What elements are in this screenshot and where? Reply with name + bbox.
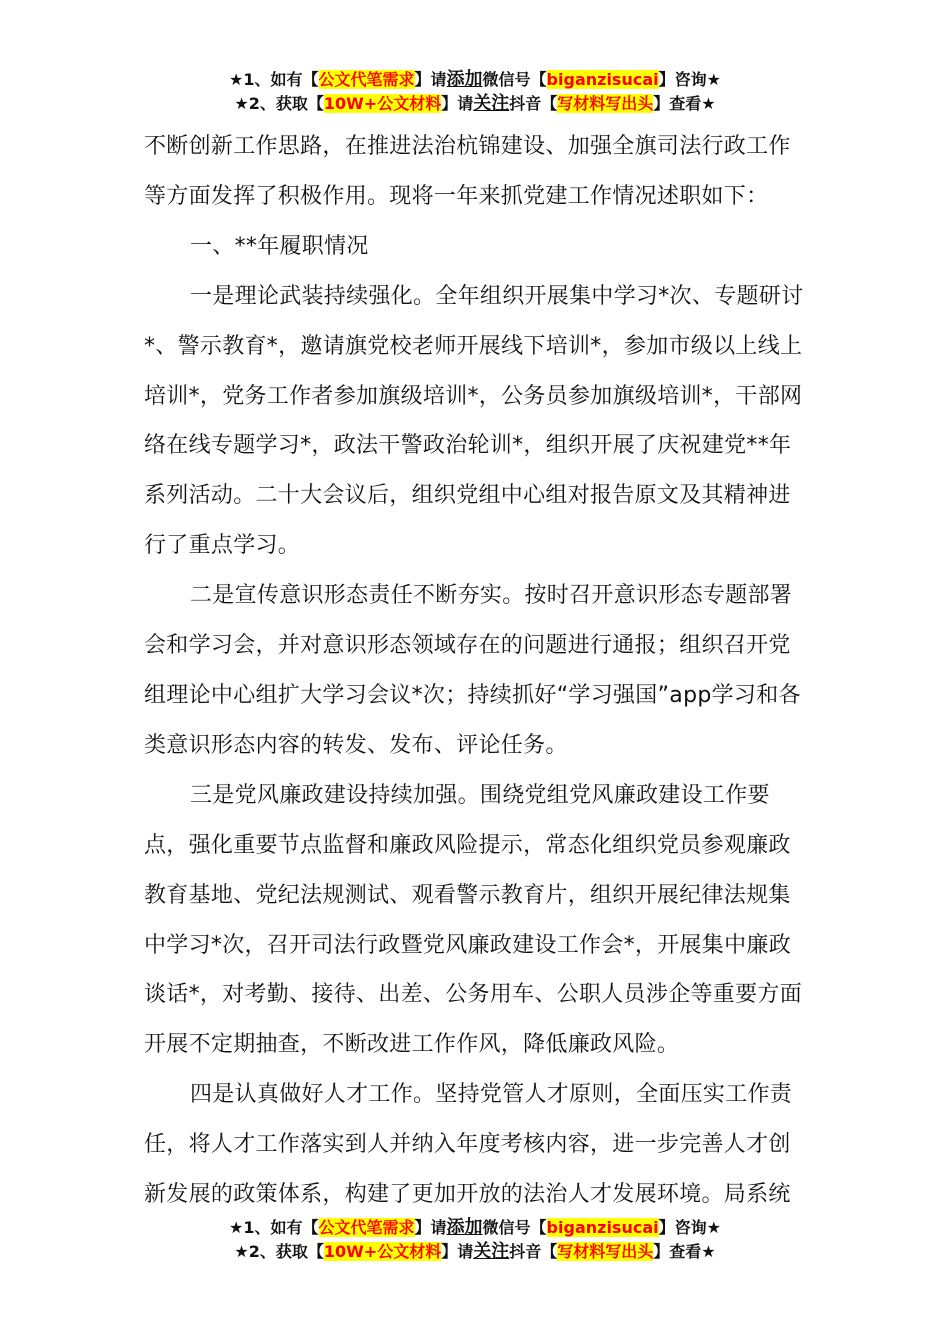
banner-highlight: biganzisucai <box>546 1218 659 1237</box>
paragraph-theory: 一是理论武装持续强化。全年组织开展集中学习*次、专题研讨*、警示教育*，邀请旗党校老师开展线下培训*，参加市级以上线上培训*，党务工作者参加旗级培训*，公务员参加旗级培训*，干部网络在线专题学习*，政法干警政治轮训*，组织开展了庆祝建党**年系列活动。二十大会议后，组织党组中心组对报告原文及其精神进行了重点学习。 <box>144 283 804 559</box>
bottom-banner <box>0 1216 950 1264</box>
banner-highlight: 写材料写出头 <box>557 94 654 113</box>
intro-paragraph: 不断创新工作思路，在推进法治杭锦建设、加强全旗司法行政工作等方面发挥了积极作用。现将一年来抓党建工作情况述职如下： <box>144 134 791 209</box>
banner-text: 】查看★ <box>653 94 716 113</box>
banner-highlight: 10W+公文材料 <box>323 94 442 113</box>
banner-highlight: biganzisucai <box>546 70 659 89</box>
paragraph-ideology: 二是宣传意识形态责任不断夯实。按时召开意识形态专题部署会和学习会，并对意识形态领域存在的问题进行通报；组织召开党组理论中心组扩大学习会议*次；持续抓好“学习强国”app学习和各类意识形态内容的转发、发布、评论任务。 <box>144 583 801 758</box>
top-banner <box>0 68 950 116</box>
banner-text: ★1、如有【 <box>229 1218 319 1237</box>
banner-emphasis: 添加 <box>446 1217 483 1238</box>
section-heading: 一、**年履职情况 <box>190 233 369 259</box>
banner-text: 】请 <box>441 1242 474 1261</box>
banner-text: ★2、获取【 <box>234 94 324 113</box>
banner-text: 】请 <box>414 70 447 89</box>
banner-line-2 <box>0 92 950 116</box>
banner-text: 抖音【 <box>509 94 558 113</box>
banner-highlight: 10W+公文材料 <box>323 1242 442 1261</box>
banner-text: 微信号【 <box>482 70 547 89</box>
paragraph-integrity: 三是党风廉政建设持续加强。围绕党组党风廉政建设工作要点，强化重要节点监督和廉政风险提示，常态化组织党员参观廉政教育基地、党纪法规测试、观看警示教育片，组织开展纪律法规集中学习*次，召开司法行政暨党风廉政建设工作会*，开展集中廉政谈话*，对考勤、接待、出差、公务用车、公职人员涉企等重要方面开展不定期抽查，不断改进工作作风，降低廉政风险。 <box>144 782 803 1058</box>
banner-text: 】咨询★ <box>658 70 721 89</box>
banner-text: 】请 <box>441 94 474 113</box>
banner-text: 】咨询★ <box>658 1218 721 1237</box>
banner-emphasis: 添加 <box>446 69 483 90</box>
banner-text: ★1、如有【 <box>229 70 319 89</box>
banner-text: 】请 <box>414 1218 447 1237</box>
banner-emphasis: 关注 <box>473 1241 510 1262</box>
banner-emphasis: 关注 <box>473 93 510 114</box>
banner-highlight: 写材料写出头 <box>557 1242 654 1261</box>
banner-text: 】查看★ <box>653 1242 716 1261</box>
banner-highlight: 公文代笔需求 <box>318 70 415 89</box>
banner-highlight: 公文代笔需求 <box>318 1218 415 1237</box>
document-body <box>144 122 806 1220</box>
paragraph-talent: 四是认真做好人才工作。坚持党管人才原则，全面压实工作责任，将人才工作落实到人并纳入年度考核内容，进一步完善人才创新发展的政策体系，构建了更加开放的法治人才发展环境。局系统 <box>144 1082 793 1208</box>
banner-text: 微信号【 <box>482 1218 547 1237</box>
banner-line-1 <box>0 1216 950 1240</box>
banner-line-2 <box>0 1240 950 1264</box>
banner-text: 抖音【 <box>509 1242 558 1261</box>
banner-text: ★2、获取【 <box>234 1242 324 1261</box>
banner-line-1 <box>0 68 950 92</box>
